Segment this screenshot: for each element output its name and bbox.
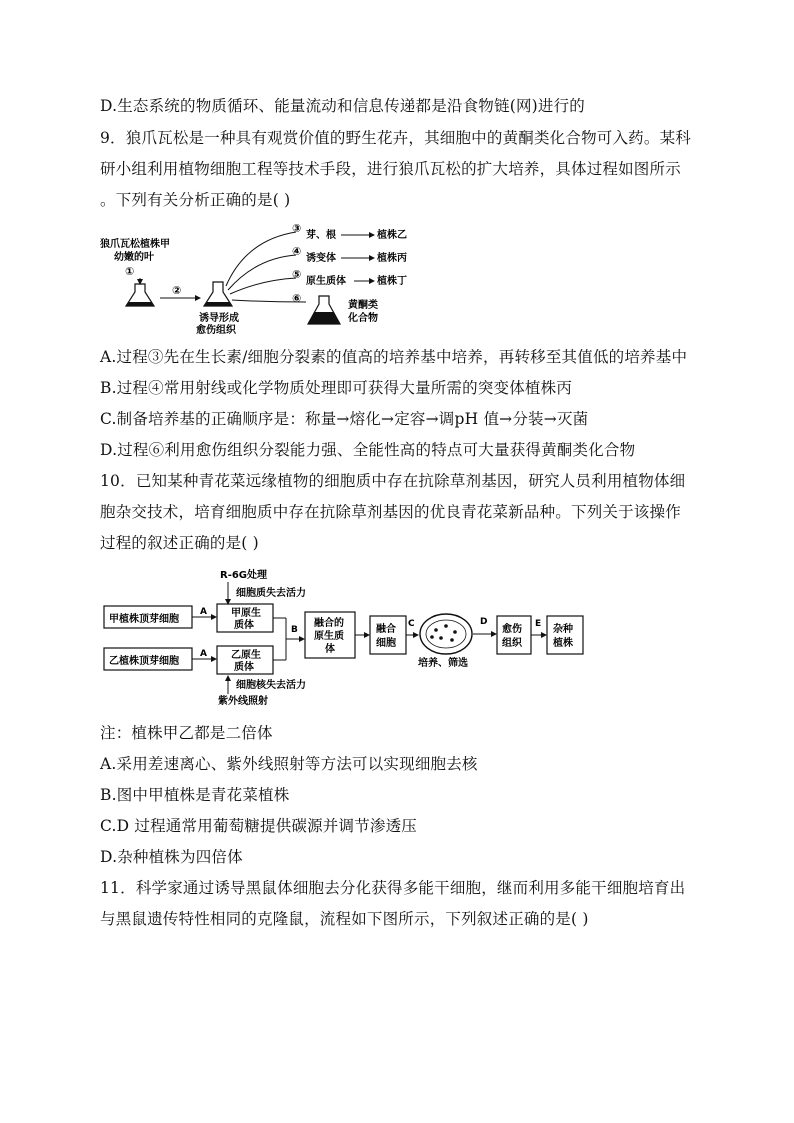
q10-arrow-a-bottom: A (200, 649, 207, 659)
flask-icon (308, 296, 340, 324)
q10-box-fused-cell-1: 融合 (376, 624, 396, 635)
q10-arrow-d: D (480, 617, 488, 627)
q10-arrow-c: C (408, 619, 415, 629)
q10-option-b: B.图中甲植株是青花菜植株 (100, 786, 290, 804)
q9-stem-line-1: 9．狼爪瓦松是一种具有观赏价值的野生花卉，其细胞中的黄酮类化合物可入药。某科 (100, 129, 691, 147)
q9-figure (96, 220, 426, 340)
q10-figure (100, 566, 600, 710)
q8-option-d: D.生态系统的物质循环、能量流动和信息传递都是沿食物链(网)进行的 (100, 97, 585, 115)
q10-top-effect: 细胞质失去活力 (236, 588, 306, 599)
q10-box-callus-1: 愈伤 (502, 624, 522, 635)
q10-box-hybrid-1: 杂种 (553, 624, 573, 635)
q10-arrow-a-top: A (200, 607, 207, 617)
q9-branch-3-num: ③ (292, 222, 302, 235)
q10-arrow-b: B (291, 625, 298, 635)
q10-bottom-treatment: 紫外线照射 (218, 696, 268, 707)
q11-stem-line-1: 11．科学家通过诱导黑鼠体细胞去分化获得多能干细胞，继而利用多能干细胞培育出 (100, 879, 686, 897)
q9-branch-5-num: ⑤ (292, 268, 302, 281)
q10-box-jia-proto-2: 质体 (234, 620, 254, 631)
q9-option-a: A.过程③先在生长素/细胞分裂素的值高的培养基中培养，再转移至其值低的培养基中 (100, 348, 688, 366)
q10-top-treatment: R-6G处理 (220, 570, 268, 581)
q10-box-hybrid-2: 植株 (553, 638, 573, 649)
q10-box-jia-proto-1: 甲原生 (231, 608, 261, 619)
q9-callus-label-2: 愈伤组织 (196, 325, 236, 336)
q9-step-2: ② (172, 284, 182, 297)
q10-option-c: C.D 过程通常用葡萄糖提供碳源并调节渗透压 (100, 817, 417, 835)
q10-box-fused-proto-3: 体 (325, 644, 335, 655)
q10-box-jia-cell: 甲植株顶芽细胞 (109, 614, 179, 625)
q9-branch-4-result: 植株丙 (377, 253, 407, 264)
q9-branch-3-label: 芽、根 (306, 230, 336, 241)
q9-branch-6-result-1: 黄酮类 (348, 300, 378, 311)
q10-note: 注：植株甲乙都是二倍体 (100, 724, 273, 742)
q10-box-yi-proto-2: 质体 (234, 662, 254, 673)
q10-box-callus-2: 组织 (502, 638, 522, 649)
q9-branch-3-result: 植株乙 (377, 230, 407, 241)
q9-callus-label-1: 诱导形成 (199, 313, 239, 324)
petri-dish-icon (420, 614, 472, 654)
q9-leaf-label-1: 狼爪瓦松植株甲 (100, 239, 170, 250)
q11-stem-line-2: 与黑鼠遗传特性相同的克隆鼠，流程如下图所示，下列叙述正确的是( ) (100, 910, 589, 928)
q10-box-fused-proto-2: 原生质 (314, 631, 344, 642)
q10-option-a: A.采用差速离心、紫外线照射等方法可以实现细胞去核 (100, 755, 478, 773)
q10-option-d: D.杂种植株为四倍体 (100, 848, 243, 866)
q9-step-1: ① (125, 265, 135, 278)
q9-stem-line-2: 研小组利用植物细胞工程等技术手段，进行狼爪瓦松的扩大培养，具体过程如图所示 (100, 160, 681, 178)
q10-bottom-effect: 细胞核失去活力 (236, 680, 306, 691)
q10-arrow-e: E (535, 619, 542, 629)
flask-icon (126, 284, 154, 306)
q10-box-fused-cell-2: 细胞 (376, 638, 396, 649)
q9-branch-6-result-2: 化合物 (348, 313, 378, 324)
q10-stem-line-1: 10．已知某种青花菜远缘植物的细胞质中存在抗除草剂基因，研究人员利用植物体细 (100, 472, 686, 490)
q10-stem-line-3: 过程的叙述正确的是( ) (100, 534, 259, 552)
q9-option-c: C.制备培养基的正确顺序是：称量→熔化→定容→调pH 值→分装→灭菌 (100, 410, 589, 428)
q10-box-fused-proto-1: 融合的 (314, 618, 344, 629)
q9-branch-5-label: 原生质体 (306, 276, 346, 287)
q9-stem-line-3: 。下列有关分析正确的是( ) (100, 191, 291, 209)
q10-stem-line-2: 胞杂交技术，培育细胞质中存在抗除草剂基因的优良青花菜新品种。下列关于该操作 (100, 503, 681, 521)
q10-box-yi-proto-1: 乙原生 (231, 650, 261, 661)
q9-option-d: D.过程⑥利用愈伤组织分裂能力强、全能性高的特点可大量获得黄酮类化合物 (100, 441, 636, 459)
q9-branch-4-label: 诱变体 (306, 253, 336, 264)
q10-box-yi-cell: 乙植株顶芽细胞 (109, 656, 179, 667)
q9-option-b: B.过程④常用射线或化学物质处理即可获得大量所需的突变体植株丙 (100, 379, 573, 397)
flask-icon (204, 282, 232, 306)
q9-branch-4-num: ④ (292, 245, 302, 258)
q9-branch-6-num: ⑥ (292, 292, 302, 305)
q10-culture-label: 培养、筛选 (418, 658, 468, 669)
q9-leaf-label-2: 幼嫩的叶 (114, 252, 154, 263)
q9-branch-5-result: 植株丁 (377, 276, 407, 287)
